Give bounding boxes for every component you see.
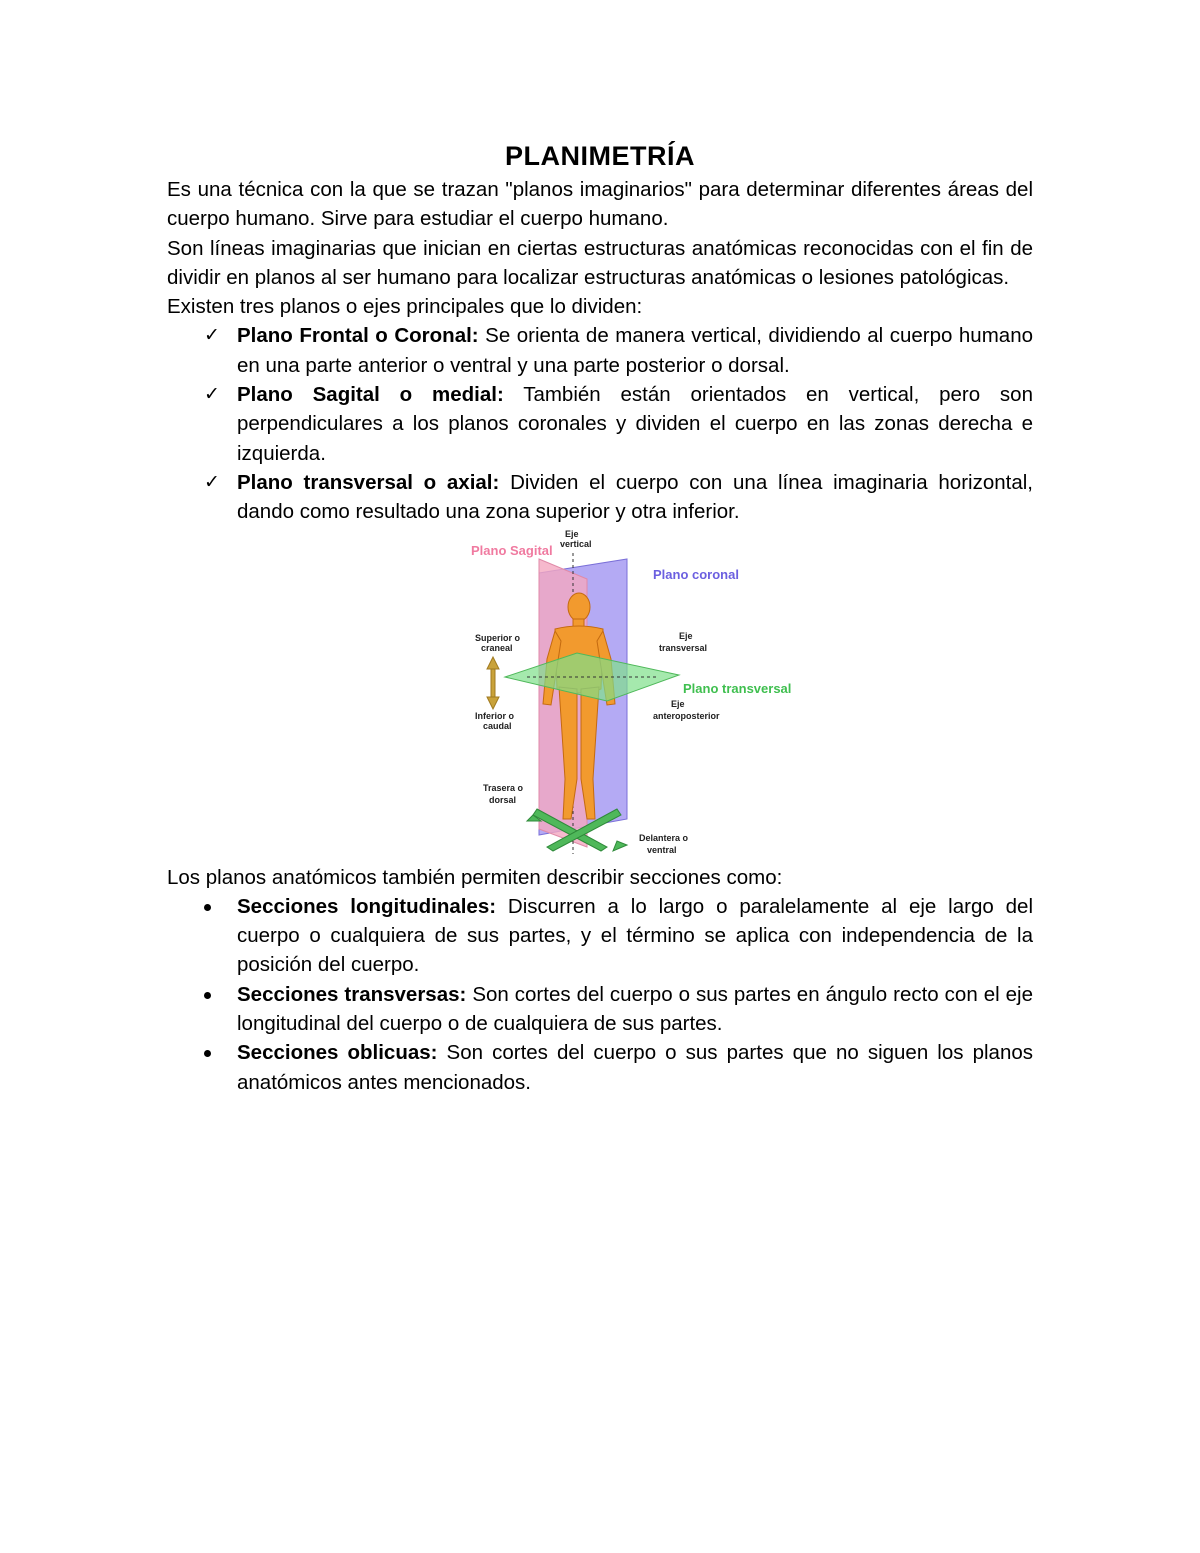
label-inferior-2: caudal	[483, 720, 512, 731]
anatomical-planes-diagram	[467, 529, 807, 863]
list-item	[167, 892, 1033, 980]
list-item	[167, 980, 1033, 1039]
section-term: Secciones oblicuas:	[237, 1041, 438, 1065]
label-eje-vertical-1: Eje	[565, 528, 579, 539]
label-superior-2: craneal	[481, 642, 513, 653]
check-icon: ✓	[204, 324, 220, 347]
label-delantera-1: Delantera o	[639, 832, 689, 843]
bullet-icon	[204, 1050, 211, 1057]
label-plano-sagital: Plano Sagital	[471, 542, 553, 558]
planes-list	[167, 321, 1033, 526]
intro-paragraph-2: Son líneas imaginarias que inician en ciertas estructuras anatómicas reconocidas con el fin de dividir en planos al ser humano para localizar estructuras anatómicas o lesiones patológicas.	[167, 236, 1033, 289]
plane-term: Plano transversal o axial:	[237, 470, 500, 494]
superior-inferior-arrow-icon	[487, 657, 499, 709]
label-plano-coronal: Plano coronal	[653, 566, 739, 582]
list-item	[167, 380, 1033, 468]
sections-intro: Los planos anatómicos también permiten describir secciones como:	[167, 865, 783, 889]
intro-paragraph-1: Es una técnica con la que se trazan "planos imaginarios" para determinar diferentes áreas del cuerpo humano. Sirve para estudiar el cuerpo humano.	[167, 178, 1033, 231]
label-eje-antero-2: anteroposterior	[653, 710, 720, 721]
label-inferior-1: Inferior o	[475, 710, 515, 721]
section-text: Son cortes del cuerpo o sus partes que no siguen los planos anatómicos antes mencionados.	[237, 1041, 1033, 1094]
transversal-plane	[505, 653, 679, 701]
section-term: Secciones transversas:	[237, 982, 467, 1006]
label-eje-transversal-2: transversal	[659, 642, 708, 653]
anatomical-planes-figure	[167, 529, 1033, 863]
plane-text: Dividen el cuerpo con una línea imaginaria horizontal, dando como resultado una zona superior y otra inferior.	[237, 470, 1033, 524]
label-eje-antero-1: Eje	[671, 698, 685, 709]
label-trasera-1: Trasera o	[483, 782, 524, 793]
label-trasera-2: dorsal	[489, 794, 517, 805]
label-delantera-2: ventral	[647, 844, 677, 855]
plane-text: Se orienta de manera vertical, dividiendo al cuerpo humano en una parte anterior o ventral y una parte posterior o dorsal.	[237, 324, 1033, 377]
bullet-icon	[204, 904, 211, 911]
label-plano-transversal: Plano transversal	[683, 680, 792, 696]
section-text: Son cortes del cuerpo o sus partes en ángulo recto con el eje longitudinal del cuerpo o de cualquiera de sus partes.	[237, 982, 1033, 1036]
plane-term: Plano Frontal o Coronal:	[237, 324, 479, 348]
intro-paragraph-3: Existen tres planos o ejes principales que lo dividen:	[167, 295, 643, 319]
check-icon: ✓	[204, 470, 220, 493]
page-title: PLANIMETRÍA	[505, 141, 695, 171]
document-content	[167, 140, 1033, 1097]
section-term: Secciones longitudinales:	[237, 894, 497, 918]
label-eje-vertical-2: vertical	[560, 538, 592, 549]
list-item	[167, 321, 1033, 380]
list-item	[167, 1038, 1033, 1097]
bullet-icon	[204, 992, 211, 999]
sections-list	[167, 892, 1033, 1097]
plane-text: También están orientados en vertical, pero son perpendiculares a los planos coronales y dividen el cuerpo en las zonas derecha e izquierda.	[237, 383, 1033, 465]
label-eje-transversal-1: Eje	[679, 630, 693, 641]
list-item	[167, 468, 1033, 527]
check-icon: ✓	[204, 383, 220, 406]
label-superior-1: Superior o	[475, 632, 521, 643]
section-text: Discurren a lo largo o paralelamente al eje largo del cuerpo o cualquiera de sus partes, y el término se aplica con independencia de la posición del cuerpo.	[237, 894, 1033, 977]
plane-term: Plano Sagital o medial:	[237, 383, 504, 407]
